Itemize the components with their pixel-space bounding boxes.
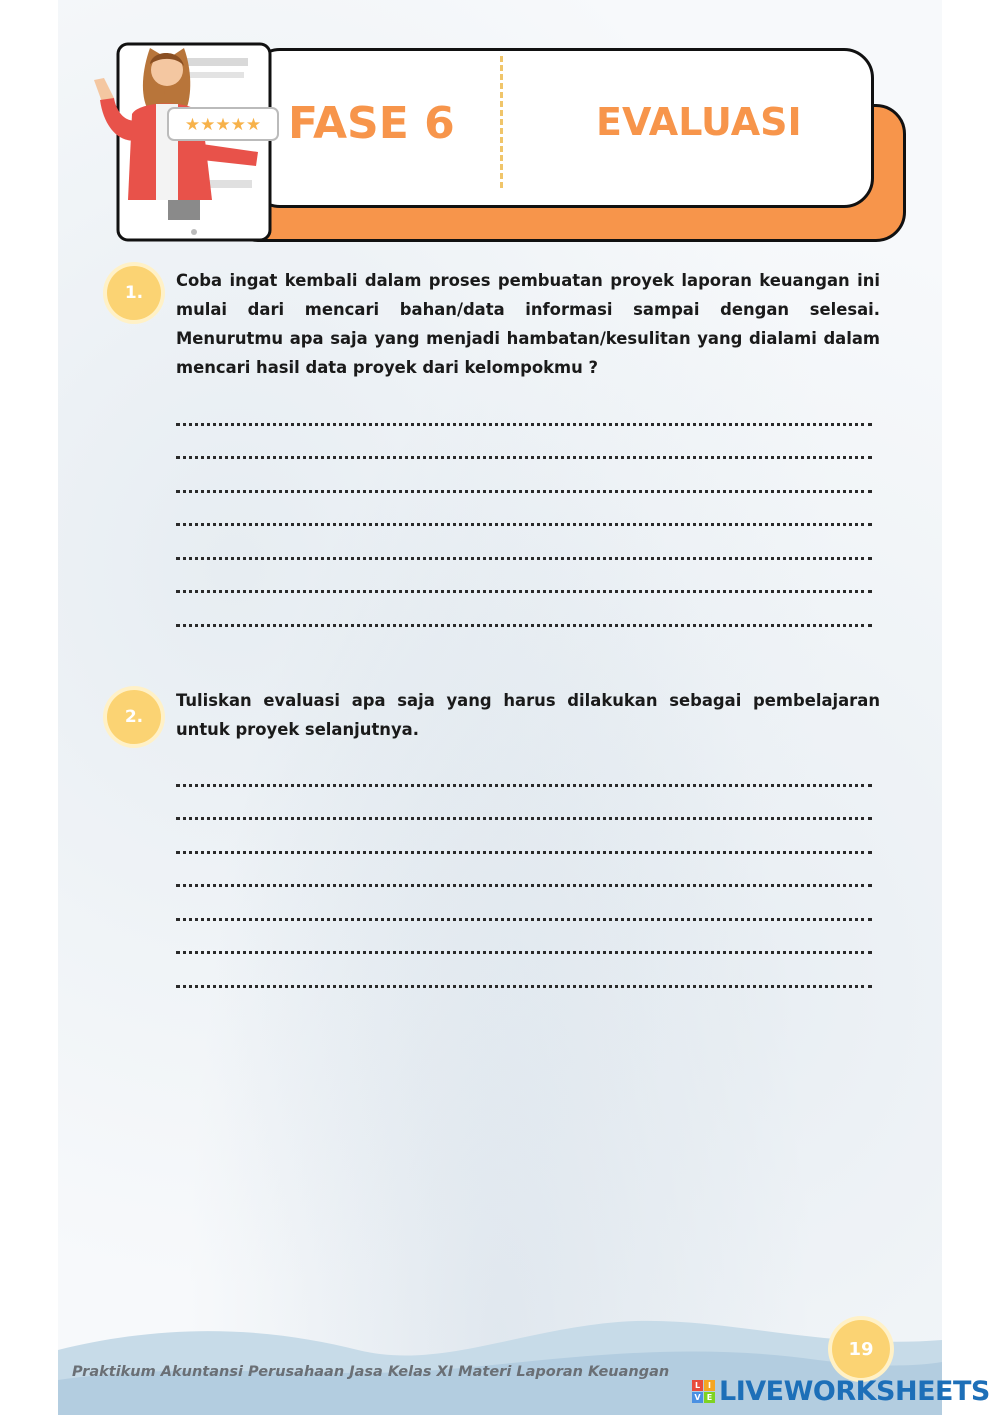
answer-line[interactable] — [176, 426, 872, 460]
logo-letter: E — [704, 1392, 715, 1403]
logo-letter: L — [692, 1380, 703, 1391]
answer-line[interactable] — [176, 560, 872, 594]
answer-line[interactable] — [176, 954, 872, 988]
answer-line[interactable] — [176, 820, 872, 854]
reviewer-illustration — [80, 40, 290, 248]
liveworksheets-logo-icon — [692, 1380, 715, 1403]
answer-area-1[interactable] — [176, 392, 872, 627]
answer-line[interactable] — [176, 854, 872, 888]
answer-line[interactable] — [176, 392, 872, 426]
phase-title: FASE 6 — [288, 98, 455, 149]
liveworksheets-brand[interactable] — [692, 1374, 990, 1408]
question-text-2: Tuliskan evaluasi apa saja yang harus dilakukan sebagai pembelajaran untuk proyek selanjutnya. — [176, 691, 880, 739]
answer-line[interactable] — [176, 787, 872, 821]
page-number: 19 — [832, 1320, 890, 1378]
svg-text:★★★★★: ★★★★★ — [184, 115, 262, 135]
answer-line[interactable] — [176, 593, 872, 627]
answer-line[interactable] — [176, 753, 872, 787]
section-title: EVALUASI — [596, 100, 802, 144]
logo-letter: V — [692, 1392, 703, 1403]
question-number-1: 1. — [107, 266, 161, 320]
answer-line[interactable] — [176, 459, 872, 493]
logo-letter: I — [704, 1380, 715, 1391]
question-text-1: Coba ingat kembali dalam proses pembuatan proyek laporan keuangan ini mulai dari mencari bahan/data informasi sampai dengan selesai. Menurutmu apa saja yang menjadi hambatan/kesulitan yang dialami dalam mencari hasil data proyek dari kelompokmu ? — [176, 271, 880, 377]
answer-line[interactable] — [176, 887, 872, 921]
answer-line[interactable] — [176, 493, 872, 527]
header-divider — [500, 56, 503, 188]
brand-name: LIVEWORKSHEETS — [719, 1375, 990, 1407]
answer-line[interactable] — [176, 526, 872, 560]
answer-area-2[interactable] — [176, 753, 872, 988]
book-title: Praktikum Akuntansi Perusahaan Jasa Kelas XI Materi Laporan Keuangan — [72, 1364, 670, 1380]
answer-line[interactable] — [176, 921, 872, 955]
question-number-2: 2. — [107, 690, 161, 744]
